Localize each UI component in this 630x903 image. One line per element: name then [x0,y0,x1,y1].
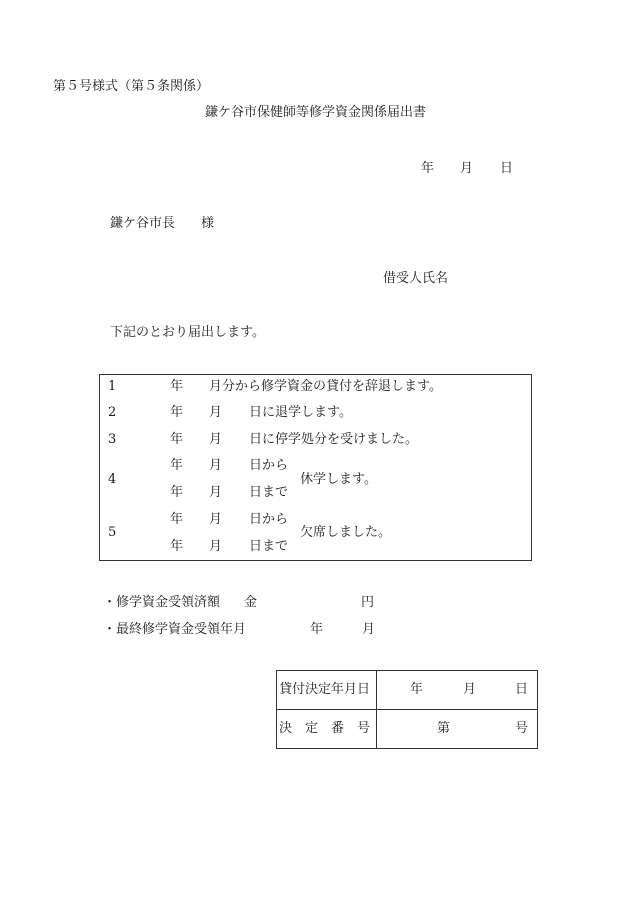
option-text: 日に停学処分を受けました。 [249,432,419,447]
form-number: 第５号様式（第５条関係） [53,79,210,94]
option-month-label: 月 [209,432,223,447]
decision-number-prefix: 第 [437,721,451,736]
decision-number-label: 決 定 番 号 [279,721,371,736]
last-received-month-unit: 月 [362,622,376,637]
received-amount-label: ・修学資金受領済額 [103,595,221,610]
option-text: 月分から修学資金の貸付を辞退します。 [209,379,442,394]
addressee-name: 鎌ケ谷市長 [110,216,176,231]
borrower-name-label: 借受人氏名 [383,271,449,286]
option-to-day-label: 日まで [249,539,289,554]
decision-day-unit: 日 [515,682,529,697]
last-received-year-unit: 年 [310,622,324,637]
option-number: 4 [108,472,117,487]
option-from-month-label: 月 [209,512,223,527]
option-number: 5 [108,525,117,540]
date-year-label: 年 [421,161,435,176]
option-number: 1 [108,379,117,394]
intro-text: 下記のとおり届出します。 [110,325,265,340]
received-amount-unit: 円 [361,595,375,610]
option-to-year-label: 年 [170,485,184,500]
decision-date-label: 貸付決定年月日 [279,682,371,697]
decision-month-unit: 月 [463,682,477,697]
option-number: 3 [108,432,117,447]
decision-number-suffix: 号 [515,721,529,736]
option-from-day-label: 日から [249,458,289,473]
option-month-label: 月 [209,405,223,420]
option-to-day-label: 日まで [249,485,289,500]
date-month-label: 月 [460,161,474,176]
option-year-label: 年 [170,379,184,394]
option-text: 日に退学します。 [249,405,352,420]
last-received-month-label: ・最終修学資金受領年月 [103,622,247,637]
option-to-month-label: 月 [209,485,223,500]
option-text: 欠席しました。 [300,525,392,540]
option-to-year-label: 年 [170,539,184,554]
option-from-month-label: 月 [209,458,223,473]
option-year-label: 年 [170,432,184,447]
option-from-day-label: 日から [249,512,289,527]
option-from-year-label: 年 [170,512,184,527]
office-use-row-divider [276,709,538,710]
option-year-label: 年 [170,405,184,420]
option-number: 2 [108,405,117,420]
date-day-label: 日 [500,161,514,176]
decision-year-unit: 年 [410,682,424,697]
option-text: 休学します。 [300,472,377,487]
option-from-year-label: 年 [170,458,184,473]
document-title: 鎌ケ谷市保健師等修学資金関係届出書 [205,105,427,120]
option-to-month-label: 月 [209,539,223,554]
received-amount-prefix: 金 [244,595,258,610]
addressee-honorific: 様 [201,216,215,231]
